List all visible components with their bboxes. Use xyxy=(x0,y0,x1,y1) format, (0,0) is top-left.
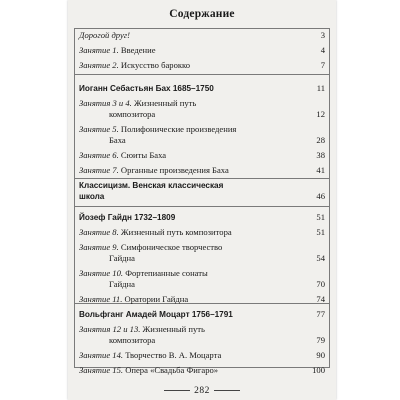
toc-section-heading xyxy=(79,212,325,223)
toc-lesson-label: Занятие 10. xyxy=(79,268,124,278)
toc-group-intro xyxy=(74,28,330,75)
toc-section-heading xyxy=(79,83,325,94)
toc-page-number: 79 xyxy=(316,335,325,345)
toc-entry xyxy=(79,242,325,264)
toc-page-number: 51 xyxy=(316,212,325,222)
toc-entry-text: Полифонические произведения xyxy=(120,124,237,134)
toc-page-number: 4 xyxy=(320,45,325,55)
toc-entry-text: Симфоническое творчество xyxy=(120,242,223,252)
toc-entry-text: Органные произведения Баха xyxy=(120,165,229,175)
toc-entry-continuation: Баха xyxy=(109,135,126,145)
toc-lesson-label: Занятия 12 и 13. xyxy=(79,324,141,334)
toc-entry xyxy=(79,324,325,346)
table-of-contents xyxy=(74,28,330,375)
toc-page-number: 90 xyxy=(316,350,325,360)
toc-lesson-label: Занятие 9. xyxy=(79,242,119,252)
toc-page-number: 41 xyxy=(316,165,325,175)
toc-lesson-label: Занятие 2. xyxy=(79,60,119,70)
toc-lesson-label: Занятие 8. xyxy=(79,227,119,237)
toc-entry-text: Жизненный путь xyxy=(142,324,205,334)
toc-entry-label: Дорогой друг! xyxy=(79,30,131,40)
toc-lesson-label: Занятие 11. xyxy=(79,294,123,304)
toc-entry xyxy=(79,60,325,71)
toc-lesson-label: Занятие 6. xyxy=(79,150,119,160)
toc-page-number: 77 xyxy=(316,309,325,319)
toc-lesson-label: Занятие 15. xyxy=(79,365,124,375)
toc-entry-continuation: композитора xyxy=(109,109,156,119)
toc-entry xyxy=(79,98,325,120)
page-number: 282 xyxy=(194,386,210,396)
toc-entry xyxy=(79,124,325,146)
toc-entry xyxy=(79,365,325,376)
toc-page-number: 51 xyxy=(316,227,325,237)
toc-lesson-label: Занятие 1. xyxy=(79,45,119,55)
toc-page-number: 38 xyxy=(316,150,325,160)
toc-entry-continuation: композитора xyxy=(109,335,156,345)
toc-group-classicism xyxy=(74,178,330,207)
toc-entry xyxy=(79,294,325,305)
toc-lesson-label: Занятие 14. xyxy=(79,350,124,360)
toc-page-number: 11 xyxy=(316,83,325,93)
toc-entry-text: Оратории Гайдна xyxy=(124,294,189,304)
toc-entry-dear-friend xyxy=(79,30,325,41)
toc-entry-continuation: Гайдна xyxy=(109,279,135,289)
toc-entry-continuation: Гайдна xyxy=(109,253,135,263)
toc-page-number: 7 xyxy=(320,60,325,70)
toc-entry-text: Сюиты Баха xyxy=(120,150,167,160)
page-title: Содержание xyxy=(169,8,235,20)
toc-entry-text: Жизненный путь xyxy=(133,98,197,108)
toc-group-haydn xyxy=(74,206,330,304)
toc-entry xyxy=(79,45,325,56)
toc-section-heading xyxy=(79,180,325,202)
book-page xyxy=(68,0,336,400)
toc-heading-text: Йозеф Гайдн 1732–1809 xyxy=(79,213,176,222)
toc-lesson-label: Занятие 7. xyxy=(79,165,119,175)
toc-lesson-label: Занятие 5. xyxy=(79,124,119,134)
toc-entry xyxy=(79,350,325,361)
toc-entry xyxy=(79,268,325,290)
toc-page-number: 74 xyxy=(316,294,325,304)
toc-heading-continuation: школа xyxy=(79,192,105,201)
toc-lesson-label: Занятия 3 и 4. xyxy=(79,98,132,108)
footer-rule-right xyxy=(214,390,240,391)
toc-page-number: 70 xyxy=(316,279,325,289)
toc-entry-text: Жизненный путь композитора xyxy=(120,227,232,237)
toc-entry-text: Искусство барокко xyxy=(120,60,191,70)
toc-page-number: 46 xyxy=(316,191,325,201)
toc-entry xyxy=(79,150,325,161)
toc-entry xyxy=(79,165,325,176)
toc-page-number: 28 xyxy=(316,135,325,145)
toc-entry-text: Фортепианные сонаты xyxy=(125,268,208,278)
footer-rule-left xyxy=(164,390,190,391)
toc-entry xyxy=(79,227,325,238)
toc-group-mozart xyxy=(74,303,330,375)
toc-entry-text: Введение xyxy=(120,45,156,55)
toc-page-number: 3 xyxy=(320,30,325,40)
page-footer xyxy=(68,386,336,396)
toc-page-number: 12 xyxy=(316,109,325,119)
toc-heading-text: Вольфганг Амадей Моцарт 1756–1791 xyxy=(79,310,233,319)
toc-heading-text: Классицизм. Венская классическая xyxy=(79,181,224,190)
toc-section-heading xyxy=(79,309,325,320)
toc-heading-text: Иоганн Себастьян Бах 1685–1750 xyxy=(79,84,214,93)
toc-group-bach xyxy=(74,74,330,179)
toc-entry-text: Творчество В. А. Моцарта xyxy=(125,350,222,360)
toc-page-number: 54 xyxy=(316,253,325,263)
toc-page-number: 100 xyxy=(312,365,325,375)
toc-entry-text: Опера «Свадьба Фигаро» xyxy=(125,365,219,375)
